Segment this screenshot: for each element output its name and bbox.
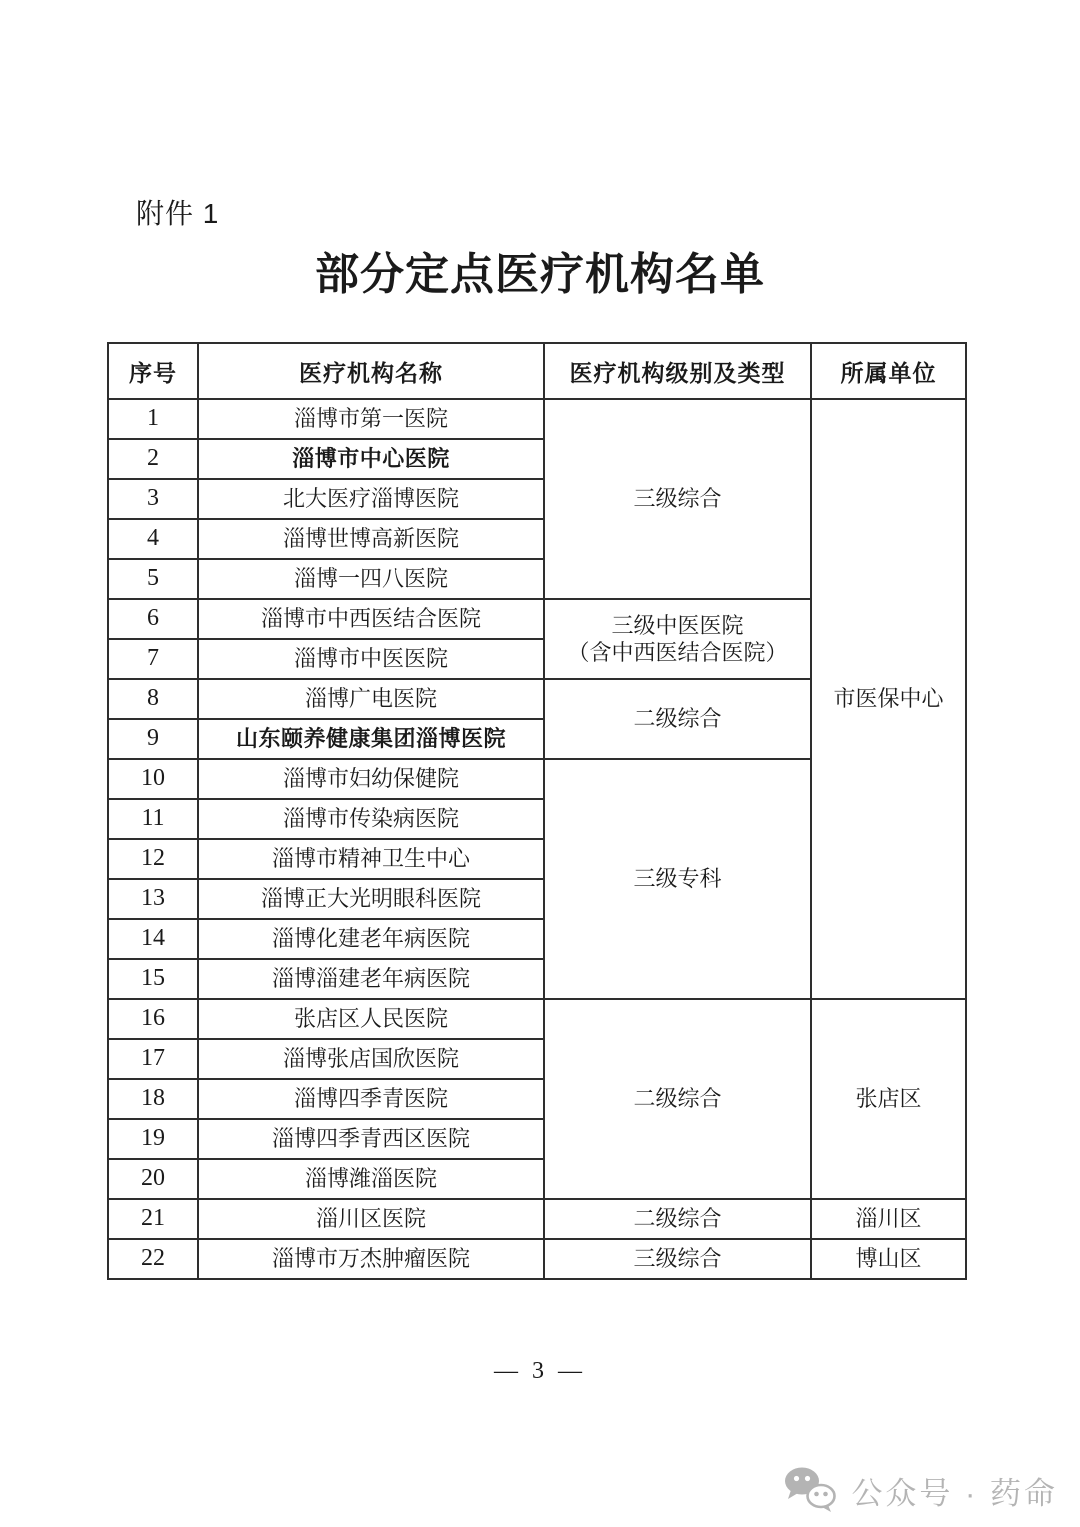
hospital-name-cell: 淄博潍淄医院 bbox=[198, 1159, 544, 1199]
row-number-cell: 6 bbox=[108, 599, 198, 639]
row-number-cell: 2 bbox=[108, 439, 198, 479]
hospital-name-cell: 淄博四季青医院 bbox=[198, 1079, 544, 1119]
column-header-0: 序号 bbox=[108, 343, 198, 399]
page-number: — 3 — bbox=[494, 1358, 586, 1384]
row-number-cell: 3 bbox=[108, 479, 198, 519]
level-type-line: 二级综合 bbox=[633, 1086, 722, 1112]
hospital-name-cell: 淄博广电医院 bbox=[198, 679, 544, 719]
hospital-name-cell: 淄博一四八医院 bbox=[198, 559, 544, 599]
row-number-cell: 20 bbox=[108, 1159, 198, 1199]
level-type-line: 三级综合 bbox=[633, 486, 722, 512]
hospital-name-cell: 淄博淄建老年病医院 bbox=[198, 959, 544, 999]
row-number-cell: 14 bbox=[108, 919, 198, 959]
hospital-name-cell: 淄博化建老年病医院 bbox=[198, 919, 544, 959]
row-number-cell: 11 bbox=[108, 799, 198, 839]
row-number-cell: 17 bbox=[108, 1039, 198, 1079]
column-header-1: 医疗机构名称 bbox=[198, 343, 544, 399]
hospital-name-cell: 山东颐养健康集团淄博医院 bbox=[198, 719, 544, 759]
table-row bbox=[108, 399, 966, 439]
row-number-cell: 10 bbox=[108, 759, 198, 799]
level-type-cell bbox=[544, 1199, 811, 1239]
hospital-name-cell: 淄博四季青西区医院 bbox=[198, 1119, 544, 1159]
hospital-name-cell: 淄博世博高新医院 bbox=[198, 519, 544, 559]
row-number-cell: 1 bbox=[108, 399, 198, 439]
level-type-cell bbox=[544, 999, 811, 1199]
row-number-cell: 19 bbox=[108, 1119, 198, 1159]
row-number-cell: 8 bbox=[108, 679, 198, 719]
affiliated-unit-cell: 市医保中心 bbox=[811, 399, 966, 999]
table-row bbox=[108, 1239, 966, 1279]
hospital-name-cell: 淄博市精神卫生中心 bbox=[198, 839, 544, 879]
level-type-cell bbox=[544, 679, 811, 759]
watermark bbox=[781, 1466, 1058, 1514]
table-header-row bbox=[108, 343, 966, 399]
hospital-name-cell: 淄博市妇幼保健院 bbox=[198, 759, 544, 799]
row-number-cell: 12 bbox=[108, 839, 198, 879]
column-header-2: 医疗机构级别及类型 bbox=[544, 343, 811, 399]
row-number-cell: 13 bbox=[108, 879, 198, 919]
row-number-cell: 7 bbox=[108, 639, 198, 679]
column-header-3: 所属单位 bbox=[811, 343, 966, 399]
row-number-cell: 22 bbox=[108, 1239, 198, 1279]
row-number-cell: 21 bbox=[108, 1199, 198, 1239]
hospital-name-cell: 淄川区医院 bbox=[198, 1199, 544, 1239]
level-type-cell bbox=[544, 759, 811, 999]
watermark-text: 公众号 · 药命 bbox=[851, 1475, 1058, 1511]
attachment-label: 附件 1 bbox=[136, 198, 220, 229]
wechat-icon bbox=[781, 1466, 839, 1514]
hospital-name-cell: 淄博张店国欣医院 bbox=[198, 1039, 544, 1079]
row-number-cell: 18 bbox=[108, 1079, 198, 1119]
level-type-cell bbox=[544, 599, 811, 679]
affiliated-unit-cell: 博山区 bbox=[811, 1239, 966, 1279]
row-number-cell: 15 bbox=[108, 959, 198, 999]
hospital-name-cell: 淄博市万杰肿瘤医院 bbox=[198, 1239, 544, 1279]
hospital-name-cell: 淄博市中心医院 bbox=[198, 439, 544, 479]
affiliated-unit-cell: 淄川区 bbox=[811, 1199, 966, 1239]
hospital-name-cell: 张店区人民医院 bbox=[198, 999, 544, 1039]
hospital-name-cell: 淄博市传染病医院 bbox=[198, 799, 544, 839]
hospital-name-cell: 淄博正大光明眼科医院 bbox=[198, 879, 544, 919]
level-type-line: 二级综合 bbox=[633, 706, 722, 732]
page-title: 部分定点医疗机构名单 bbox=[315, 250, 765, 299]
level-type-line: 三级专科 bbox=[633, 866, 722, 892]
table-row bbox=[108, 1199, 966, 1239]
row-number-cell: 16 bbox=[108, 999, 198, 1039]
level-type-line: （含中西医结合医院） bbox=[567, 640, 788, 665]
hospital-name-cell: 淄博市中西医结合医院 bbox=[198, 599, 544, 639]
level-type-line: 三级综合 bbox=[633, 1246, 722, 1272]
level-type-cell bbox=[544, 1239, 811, 1279]
affiliated-unit-cell: 张店区 bbox=[811, 999, 966, 1199]
row-number-cell: 9 bbox=[108, 719, 198, 759]
row-number-cell: 4 bbox=[108, 519, 198, 559]
hospital-name-cell: 淄博市中医医院 bbox=[198, 639, 544, 679]
hospital-name-cell: 淄博市第一医院 bbox=[198, 399, 544, 439]
table-row bbox=[108, 999, 966, 1039]
hospital-name-cell: 北大医疗淄博医院 bbox=[198, 479, 544, 519]
row-number-cell: 5 bbox=[108, 559, 198, 599]
level-type-line: 二级综合 bbox=[633, 1206, 722, 1232]
level-type-line: 三级中医医院 bbox=[611, 612, 744, 638]
medical-institutions-table bbox=[107, 342, 967, 1280]
level-type-cell bbox=[544, 399, 811, 599]
